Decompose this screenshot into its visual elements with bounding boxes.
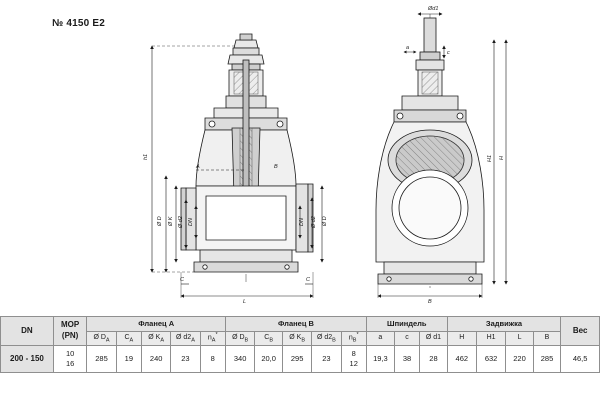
cell-valve-h: 462 — [447, 346, 476, 373]
subheader-b: B — [533, 332, 561, 346]
cell-valve-h1: 632 — [476, 346, 505, 373]
cell-valve-l: 220 — [506, 346, 534, 373]
header-mop-line2: (PN) — [61, 331, 79, 340]
cell-flange-a-d2: 23 — [171, 346, 200, 373]
header-weight: Вес — [561, 317, 600, 346]
cell-mop-10: 10 — [65, 348, 75, 358]
subheader-h1: H1 — [476, 332, 505, 346]
cell-flange-b-d: 340 — [225, 346, 254, 373]
header-mop — [53, 317, 86, 346]
subheader-db: Ø $D_B$ — [225, 332, 254, 346]
cell-spindle-c: 38 — [394, 346, 420, 373]
specification-table — [0, 316, 600, 373]
subheader-d1: Ø d1 — [420, 332, 447, 346]
dim-label-d1: Ød1 — [428, 6, 439, 12]
dim-label-L: L — [243, 299, 247, 305]
table-header-group-row — [1, 317, 600, 332]
dim-label-B-right: B — [428, 299, 432, 305]
subheader-na: $n_A^*$ — [200, 332, 225, 346]
header-group-valve: Задвижка — [447, 317, 561, 332]
subheader-l: L — [506, 332, 534, 346]
dim-label-DN-left: DN — [188, 218, 194, 226]
cell-flange-b-c: 20,0 — [255, 346, 283, 373]
cell-flange-a-n: 8 — [200, 346, 225, 373]
cell-mop-16: 16 — [65, 359, 75, 368]
cell-flange-a-d: 285 — [87, 346, 116, 373]
dim-label-KA: Ø K — [168, 216, 174, 226]
subheader-h: H — [447, 332, 476, 346]
cell-flange-a-k: 240 — [142, 346, 171, 373]
table-row — [1, 346, 600, 373]
subheader-d2a: Ø $d2_A$ — [171, 332, 200, 346]
dim-label-a: a — [406, 45, 410, 51]
subheader-a: a — [366, 332, 394, 346]
subheader-kb: Ø $K_B$ — [282, 332, 311, 346]
dim-label-CA: C — [180, 277, 184, 283]
subheader-c: c — [394, 332, 420, 346]
header-group-flange-b: Фланец В — [225, 317, 366, 332]
header-mop-line1: MOP — [61, 320, 80, 330]
subheader-da: Ø $D_A$ — [87, 332, 116, 346]
header-dn: DN — [1, 317, 54, 346]
dim-label-DA: Ø D — [157, 216, 163, 226]
cell-flange-b-n — [341, 346, 366, 373]
cell-mop — [53, 346, 86, 373]
cell-flange-b-k: 295 — [282, 346, 311, 373]
subheader-d2b: Ø $d2_B$ — [312, 332, 341, 346]
subheader-ka: Ø $K_A$ — [142, 332, 171, 346]
subheader-nb: $n_B^*$ — [341, 332, 366, 346]
dim-label-DN-right: DN — [299, 218, 305, 226]
cell-valve-b: 285 — [533, 346, 561, 373]
cell-weight: 46,5 — [561, 346, 600, 373]
dim-label-c: c — [447, 50, 450, 56]
dim-label-H1: H1 — [487, 154, 493, 162]
dim-label-h1: h1 — [143, 153, 149, 160]
cell-dn: 200 - 150 — [1, 346, 54, 373]
cell-spindle-d1: 28 — [420, 346, 447, 373]
specification-table-wrap — [0, 316, 600, 373]
subheader-ca: $C_A$ — [116, 332, 141, 346]
dim-label-A: A — [196, 164, 200, 170]
dim-label-B-left: B — [274, 164, 278, 170]
header-group-spindle: Шпиндель — [366, 317, 447, 332]
cell-spindle-a: 19,3 — [366, 346, 394, 373]
cell-flange-a-c: 19 — [116, 346, 141, 373]
dim-label-DB: Ø D — [322, 216, 328, 226]
cell-flange-b-d2: 23 — [312, 346, 341, 373]
table-header-sub-row — [1, 332, 600, 346]
subheader-cb: $C_B$ — [255, 332, 283, 346]
header-group-flange-a: Фланец А — [87, 317, 226, 332]
dim-label-CB: C — [306, 277, 310, 283]
cell-flange-b-n-12: 12 — [349, 359, 358, 368]
dim-label-d2B: Ø d2 — [311, 216, 317, 228]
dim-label-H: H — [499, 156, 505, 160]
dim-label-d2A: Ø d2 — [178, 216, 184, 228]
page-title: № 4150 E2 — [52, 18, 105, 29]
cell-flange-b-n-8: 8 — [351, 348, 356, 358]
